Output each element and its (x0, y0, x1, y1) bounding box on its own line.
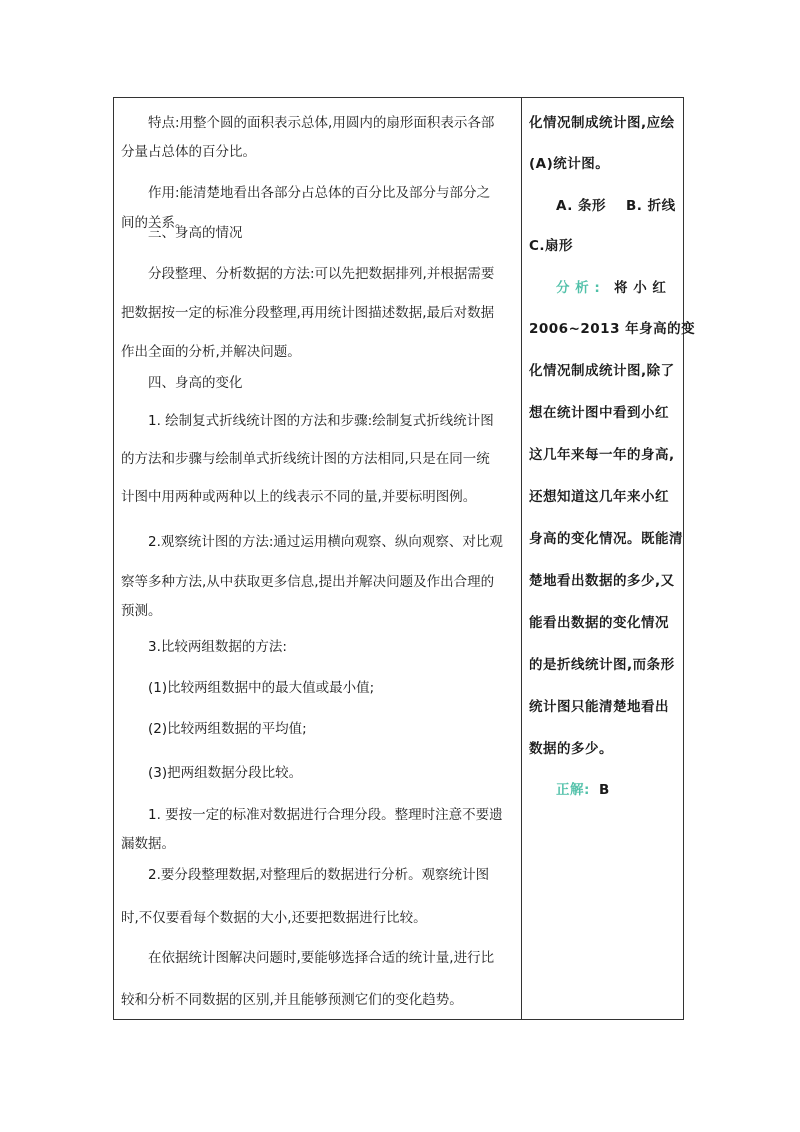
text-line: 3.比较两组数据的方法: (148, 639, 287, 655)
text-line: 预测。 (121, 603, 162, 619)
text-line: 在依据统计图解决问题时,要能够选择合适的统计量,进行比 (148, 950, 495, 966)
analysis-line: 身高的变化情况。既能清 (529, 531, 683, 547)
text-line: 察等多种方法,从中获取更多信息,提出并解决问题及作出合理的 (121, 574, 495, 590)
analysis-line: 楚地看出数据的多少,又 (529, 573, 675, 589)
analysis-line: 想在统计图中看到小红 (529, 405, 669, 421)
analysis-line: 数据的多少。 (529, 741, 613, 757)
text-line: 时,不仅要看每个数据的大小,还要把数据进行比较。 (121, 910, 427, 926)
section-heading: 三、身高的情况 (148, 225, 243, 241)
analysis-line: 的是折线统计图,而条形 (529, 657, 675, 673)
text-line: 较和分析不同数据的区别,并且能够预测它们的变化趋势。 (121, 992, 463, 1008)
option-a: A. 条形 (556, 198, 607, 214)
option-c: C.扇形 (529, 238, 574, 254)
text-line: 分段整理、分析数据的方法:可以先把数据排列,并根据需要 (148, 266, 495, 282)
text-line: 2.观察统计图的方法:通过运用横向观察、纵向观察、对比观 (148, 534, 503, 550)
text-line: 间的关系。 (121, 215, 189, 231)
text-line: 作用:能清楚地看出各部分占总体的百分比及部分与部分之 (148, 185, 491, 201)
analysis-line: 能看出数据的变化情况 (529, 615, 669, 631)
text-line: 计图中用两种或两种以上的线表示不同的量,并要标明图例。 (121, 489, 477, 505)
question-line: 化情况制成统计图,应绘 (529, 115, 675, 131)
text-line: 作出全面的分析,并解决问题。 (121, 344, 301, 360)
analysis-line: 统计图只能清楚地看出 (529, 699, 669, 715)
knowledge-column (114, 98, 521, 1019)
text-line: 漏数据。 (121, 836, 175, 852)
text-line: 把数据按一定的标准分段整理,再用统计图描述数据,最后对数据 (121, 305, 495, 321)
text-line: (3)把两组数据分段比较。 (148, 765, 303, 781)
text-line: 1. 绘制复式折线统计图的方法和步骤:绘制复式折线统计图 (148, 413, 494, 429)
section-heading: 四、身高的变化 (148, 375, 243, 391)
analysis-line: 化情况制成统计图,除了 (529, 363, 675, 379)
example-column (522, 98, 696, 1019)
analysis-line: 2006~2013 年身高的变 (529, 321, 696, 337)
text-line: 特点:用整个圆的面积表示总体,用圆内的扇形面积表示各部 (148, 115, 495, 131)
option-b: B. 折线 (626, 198, 676, 214)
text-line: (2)比较两组数据的平均值; (148, 721, 307, 737)
text-line: 分量占总体的百分比。 (121, 144, 256, 160)
text-line: 的方法和步骤与绘制单式折线统计图的方法相同,只是在同一统 (121, 451, 490, 467)
answer-label: 正解: (556, 782, 590, 798)
analysis-line: 还想知道这几年来小红 (529, 489, 669, 505)
analysis-line: 将 小 红 (614, 280, 667, 296)
text-line: 2.要分段整理数据,对整理后的数据进行分析。观察统计图 (148, 867, 490, 883)
answer-value: B (599, 782, 610, 798)
question-line: (A)统计图。 (529, 156, 610, 172)
analysis-line: 这几年来每一年的身高, (529, 447, 675, 463)
text-line: (1)比较两组数据中的最大值或最小值; (148, 680, 375, 696)
text-line: 1. 要按一定的标准对数据进行合理分段。整理时注意不要遗 (148, 807, 503, 823)
analysis-label: 分 析 : (556, 280, 601, 296)
content-table (113, 97, 696, 1020)
